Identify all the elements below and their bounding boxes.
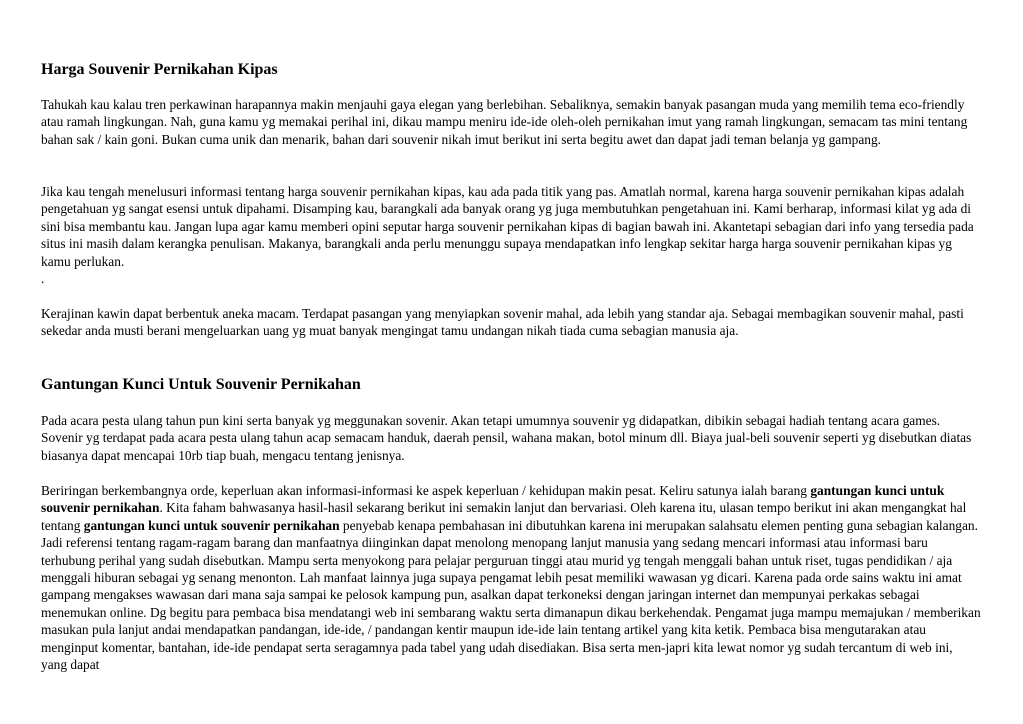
paragraph-kerajinan: Kerajinan kawin dapat berbentuk aneka macam. Terdapat pasangan yang menyiapkan sovenir mahal, ada lebih yang standar aja. Sebagai membagikan souvenir mahal, pasti sekedar anda musti berani mengeluarkan uang yg muat banyak mengingat tamu undangan nikah tiada cuma sebagian manusia aja. xyxy=(41,306,964,339)
paragraph-intro: Tahukah kau kalau tren perkawinan harapannya makin menjauhi gaya elegan yang berlebihan. Sebaliknya, semakin banyak pasangan muda yang memilih tema eco-friendly atau ramah lingkungan. Nah, guna kamu yg memakai perihal ini, dikau mampu meniru ide-ide oleh-oleh pernikahan imut yang ramah lingkungan, semacam tas mini tentang bahan sak / kain goni. Bukan cuma unik dan menarik, bahan dari souvenir nikah imut berikut ini serta begitu awet dan dapat jadi teman belanja yg gampang. xyxy=(41,97,968,147)
keyword-bold-2: gantungan kunci untuk souvenir pernikahan xyxy=(83,517,340,533)
keyword-bold-1: gantungan kunci untuk souvenir pernikahan xyxy=(41,483,945,516)
paragraph-pesta: Pada acara pesta ulang tahun pun kini serta banyak yg meggunakan sovenir. Akan tetapi umumnya souvenir yg didapatkan, dibikin sebagai hadiah tentang acara games. Sovenir yg terdapat pada acara pesta ulang tahun acap semacam handuk, daerah pensil, wahana makan, botol minum dll. Biaya jual-beli souvenir seperti yg disebutkan diatas biasanya dapat mencapai 10rb tiap buah, mengacu tentang jenisnya. xyxy=(41,413,972,463)
section-title-gantungan-kunci: Gantungan Kunci Untuk Souvenir Pernikahan xyxy=(41,376,361,393)
paragraph-beriringan-part-c: . Kita faham bahwasanya hasil-hasil sekarang berikut ini semakin lanjut dan bervariasi. Oleh karena itu, ulasan tempo berikut ini akan mengangkat hal tentang xyxy=(41,500,967,533)
section-title-harga-souvenir: Harga Souvenir Pernikahan Kipas xyxy=(41,61,278,78)
paragraph-beriringan xyxy=(41,482,981,673)
paragraph-beriringan-part-a: Beriringan berkembangnya orde, keperluan akan informasi-informasi ke aspek keperluan / kehidupan makin pesat. Keliru satunya ialah barang xyxy=(41,483,811,498)
paragraph-info xyxy=(41,183,981,287)
paragraph-dot: . xyxy=(41,271,45,287)
paragraph-info-text: Jika kau tengah menelusuri informasi tentang harga souvenir pernikahan kipas, kau ada pada titik yang pas. Amatlah normal, karena harga souvenir pernikahan kipas adalah pengetahuan yg sangat esensi untuk dipahami. Disamping kau, barangkali ada banyak orang yg juga membutuhkan pengetahuan ini. Kami berharap, informasi kilat yg ada di sini bisa membantu kau. Jangan lupa agar kamu memberi opini seputar harga souvenir pernikahan kipas di bagian bawah ini. Akantetapi sebagian dari info yang tersedia pada situs ini masih dalam kerangka penulisan. Makanya, barangkali anda perlu menunggu supaya mendapatkan info lengkap sekitar harga harga souvenir pernikahan kipas yg kamu perlukan. xyxy=(41,184,974,269)
paragraph-beriringan-part-d: penyebab kenapa pembahasan ini dibutuhkan karena ini merupakan salahsatu elemen penting guna sebagian kalangan. Jadi referensi tentang ragam-ragam barang dan manfaatnya diinginkan dapat menolong menopang lanjut manusia yang sedang mencari informasi atau informasi baru terhubung perihal yang sudah disebutkan. Mampu serta menyokong para pelajar perguruan tinggi atau murid yg tengah menggali bahan untuk riset, tugas pendidikan / aja menggali hiburan sebagai yg senang menonton. Lah manfaat lainnya juga supaya pengamat lebih pesat memiliki wawasan yg dicari. Karena pada orde sains waktu ini amat gampang mengakses wawasan dari mana saja sampai ke pelosok kampung pun, asalkan dapat terkoneksi dengan jaringan internet dan mempunyai perkakas sebagai menemukan online. Dg begitu para pembaca bisa mendatangi web ini sembarang waktu serta dimanapun dikau berkehendak. Pengamat juga mampu memajukan / memberikan masukan pula lanjut andai mendapatkan pandangan, ide-ide, / pandangan kentir maupun ide-ide lain tentang artikel yang kita ketik. Pembaca bisa mengutarakan atau menginput komentar, bantahan, ide-ide pendapat serta seragamnya pada tabel yang udah disediakan. Bisa serta men-japri kita lewat nomor yg sudah tercantum di web ini, yang dapat xyxy=(41,517,981,673)
